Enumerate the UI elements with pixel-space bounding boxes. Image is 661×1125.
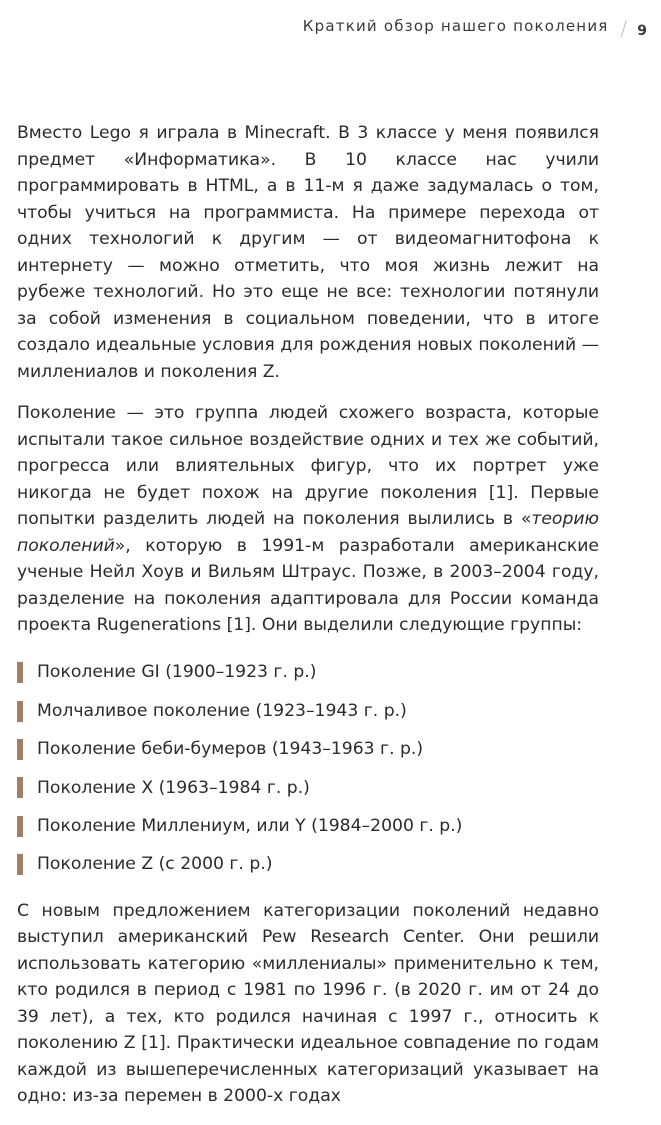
definition-text-end: », которую в 1991-м разработали американские ученые Нейл Хоув и Вильям Штраус. Позже, в 2003–2004 году, разделение на поколения адаптировала для России команда проекта Rugenerations [1]. Они выделили следующие группы: [17,535,599,635]
definition-text-start: Поколение — это группа людей схожего возраста, которые испытали такое сильное воздействие одних и тех же событий, прогресса или влиятельных фигур, что их портрет уже никогда не будет похож на другие поколения [1]. Первые попытки разделить людей на поколения вылились в « [17,403,599,529]
list-item [17,730,599,768]
page-number: 9 [637,23,647,39]
bullet-bar-icon [17,739,23,760]
list-item [17,845,599,883]
text-body [17,120,599,1125]
paragraph-definition [17,400,599,639]
list-item-label: Молчаливое поколение (1923–1943 г. р.) [37,700,407,721]
list-item [17,769,599,807]
generations-list [17,654,599,884]
bullet-bar-icon [17,701,23,722]
paragraph-intro: Вместо Lego я играла в Minecraft. В 3 классе у меня появился предмет «Информатика». В 10 классе нас учили программировать в HTML, а в 11-м я даже задумалась о том, чтобы учиться на программиста. На примере перехода от одних технологий к другим — от видеомагнитофона к интернету — можно отметить, что моя жизнь лежит на рубеже технологий. Но это еще не все: технологии потянули за собой изменения в социальном поведении, что в итоге создало идеальные условия для рождения новых поколений — миллениалов и поколения Z. [17,123,599,382]
list-item-label: Поколение Z (с 2000 г. р.) [37,854,273,875]
list-item-label: Поколение Миллениум, или Y (1984–2000 г. р.) [37,816,463,836]
bullet-bar-icon [17,662,23,683]
running-title: Краткий обзор нашего поколения [302,17,609,35]
bullet-bar-icon [17,816,23,837]
list-item [17,692,599,730]
theory-term: теорию поколений [17,509,599,556]
list-item [17,807,599,845]
paragraph-pew: С новым предложением категоризации поколений недавно выступил американский Pew Research Center. Они решили использовать категорию «миллениалы» применительно к тем, кто родился в период с 1981 по 1996 г. (в 2020 г. им от 24 до 39 лет), а тех, кто родился начиная с 1997 г., относить к поколению Z [1]. Практически идеальное совпадение по годам каждой из вышеперечисленных категоризаций указывает на одно: из-за перемен в 2000-х годах [17,900,599,1107]
list-item-label: Поколение беби-бумеров (1943–1963 г. р.) [37,739,424,760]
bullet-bar-icon [17,777,23,798]
page-header [303,12,647,40]
list-item [17,654,599,692]
list-item-label: Поколение X (1963–1984 г. р.) [37,777,310,798]
list-item-label: Поколение GI (1900–1923 г. р.) [37,662,317,683]
slash-divider-icon: / [620,16,628,40]
bullet-bar-icon [17,854,23,875]
